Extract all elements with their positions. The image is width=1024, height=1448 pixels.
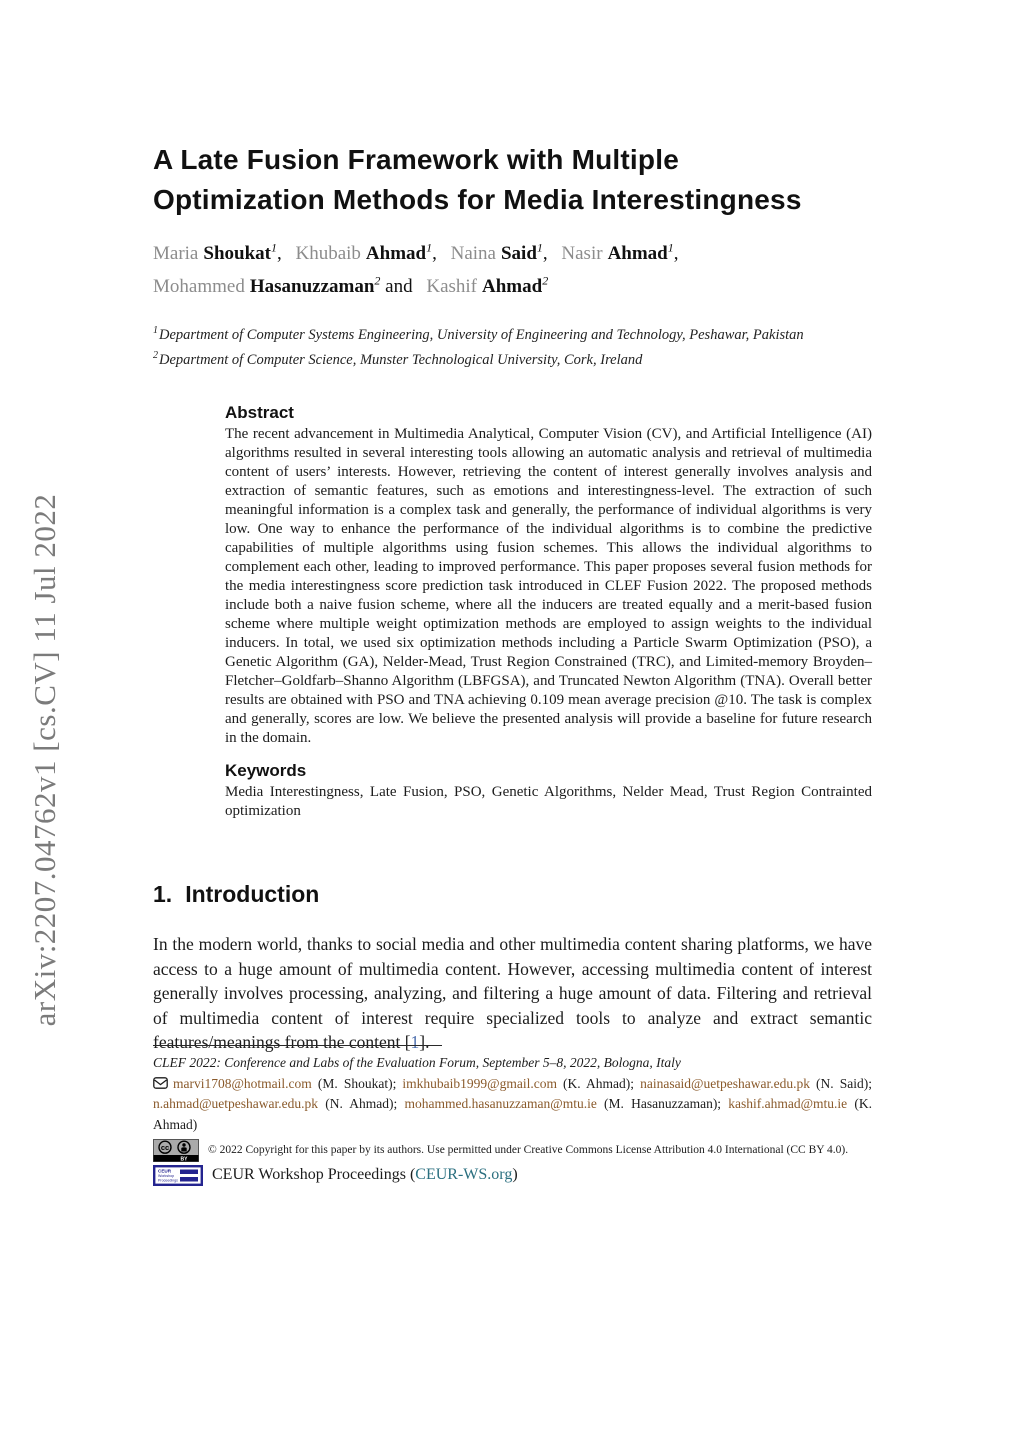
paper-content-column [153, 0, 872, 1055]
section-title: Introduction [185, 881, 320, 908]
copyright-row [153, 1139, 872, 1162]
keywords-heading: Keywords [225, 761, 307, 781]
ceur-text: CEUR Workshop Proceedings (CEUR-WS.org) [212, 1166, 518, 1184]
footnote-rule [153, 1045, 442, 1046]
ceur-ws-link[interactable]: CEUR-WS.org [415, 1166, 513, 1184]
email-link-6[interactable]: kashif.ahmad@mtu.ie [728, 1096, 848, 1111]
section-number: 1. [153, 881, 173, 908]
cc-by-badge-icon [153, 1139, 199, 1162]
svg-text:Proceedings: Proceedings [158, 1178, 178, 1183]
affiliation-2: $^2$Department of Computer Science, Munster Technological University, Cork, Ireland [153, 350, 643, 369]
author-4: Nasir Ahmad$^1$, [561, 241, 679, 265]
author-3: Naina Said$^1$, [450, 241, 548, 265]
envelope-icon [153, 1077, 168, 1089]
author-6-affiliation-mark: 2 [542, 273, 549, 288]
author-3-affiliation-mark: 1 [536, 241, 543, 255]
author-1: Maria Shoukat$^1$, [153, 241, 282, 265]
svg-text:Workshop: Workshop [158, 1174, 175, 1179]
footnote-block [153, 1045, 872, 1186]
paper-title [153, 140, 872, 220]
paper-title-line2: Optimization Methods for Media Interestingness [153, 184, 802, 215]
author-4-affiliation-mark: 1 [667, 241, 674, 255]
svg-text:cc: cc [160, 1143, 170, 1152]
abstract-text: The recent advancement in Multimedia Analytical, Computer Vision (CV), and Artificial Intelligence (AI) algorithms resulted in several interesting tools allowing an automatic analysis and retrieval of multimedia content of users’ interests. However, retrieving the content of interest generally involves analysis and extraction of semantic features, such as emotions and interestingness-level. The extraction of such meaningful information is a complex task and generally, the performance of individual algorithms is very low. One way to enhance the performance of the individual algorithms is to combine the predictive capabilities of multiple algorithms using fusion schemes. This allows the individual algorithms to complement each other, leading to improved performance. This paper proposes several fusion methods for the media interestingness score prediction task introduced in CLEF Fusion 2022. The proposed methods include both a naive fusion scheme, where all the inducers are treated equally and a merit-based fusion scheme where multiple weight optimization methods are employed to assign weights to the individual inducers. In total, we used six optimization methods including a Particle Swarm Optimization (PSO), a Genetic Algorithm (GA), Nelder-Mead, Trust Region Constrained (TRC), and Limited-memory Broyden–Fletcher–Goldfarb–Shanno Algorithm (LBFGSA), and Truncated Newton Algorithm (TNA). Overall better results are obtained with PSO and TNA achieving 0.109 mean average precision @10. The task is complex and generally, scores are low. We believe the presented analysis will provide a baseline for future research in the domain. [225, 426, 872, 747]
author-6: Kashif Ahmad$^2$ [426, 273, 549, 297]
svg-text:CEUR: CEUR [158, 1168, 172, 1174]
author-list [153, 235, 872, 300]
conference-note: CLEF 2022: Conference and Labs of the Evaluation Forum, September 5–8, 2022, Bologna, Italy [153, 1055, 681, 1070]
svg-text:BY: BY [180, 1156, 188, 1162]
ceur-logo [153, 1165, 203, 1186]
copyright-text: © 2022 Copyright for this paper by its authors. Use permitted under Creative Commons License Attribution 4.0 International (CC BY 4.0). [208, 1144, 849, 1156]
author-emails: marvi1708@hotmail.com (M. Shoukat); imkhubaib1999@gmail.com (K. Ahmad); nainasaid@uetpeshawar.edu.pk (N. Said); n.ahmad@uetpeshawar.edu.pk (N. Ahmad); mohammed.hasanuzzaman@mtu.ie (M. Hasanuzzaman); kashif.ahmad@mtu.ie (K. Ahmad) [153, 1075, 872, 1132]
citation-bracket-open: [ [404, 1032, 411, 1053]
author-1-affiliation-mark: 1 [270, 241, 277, 255]
author-5-affiliation-mark: 2 [374, 273, 381, 288]
citation-link-1[interactable]: 1 [410, 1032, 420, 1053]
email-link-4[interactable]: n.ahmad@uetpeshawar.edu.pk [153, 1096, 319, 1111]
section-heading-introduction [153, 881, 872, 908]
abstract-heading: Abstract [225, 403, 294, 423]
author-5: Mohammed Hasanuzzaman$^2$ and [153, 273, 413, 297]
affiliation-1: $^1$Department of Computer Systems Engineering, University of Engineering and Technology, Peshawar, Pakistan [153, 324, 804, 343]
email-link-2[interactable]: imkhubaib1999@gmail.com [402, 1075, 557, 1091]
abstract-block [225, 403, 872, 821]
email-link-1[interactable]: marvi1708@hotmail.com [173, 1075, 312, 1091]
arxiv-watermark: arXiv:2207.04762v1 [cs.CV] 11 Jul 2022 [27, 493, 62, 1027]
keywords-text: Media Interestingness, Late Fusion, PSO, Genetic Algorithms, Nelder Mead, Trust Region Contrainted optimization [225, 784, 872, 820]
author-2-affiliation-mark: 1 [426, 241, 433, 255]
author-2: Khubaib Ahmad$^1$, [295, 241, 437, 265]
paper-title-line1: A Late Fusion Framework with Multiple [153, 144, 679, 175]
email-link-3[interactable]: nainasaid@uetpeshawar.edu.pk [640, 1075, 810, 1091]
introduction-paragraph: In the modern world, thanks to social media and other multimedia content sharing platforms, we have access to a huge amount of multimedia content. However, accessing multimedia content of interest generally involves processing, analyzing, and filtering a huge amount of data. Filtering and retrieval of multimedia content of interest require specialized tools to analyze and extract semantic features/meanings from the content [1]. [153, 934, 872, 1053]
email-link-5[interactable]: mohammed.hasanuzzaman@mtu.ie [404, 1096, 597, 1111]
citation-bracket-close: ] [419, 1032, 426, 1053]
affiliation-list [153, 320, 872, 372]
ceur-row [153, 1165, 872, 1186]
